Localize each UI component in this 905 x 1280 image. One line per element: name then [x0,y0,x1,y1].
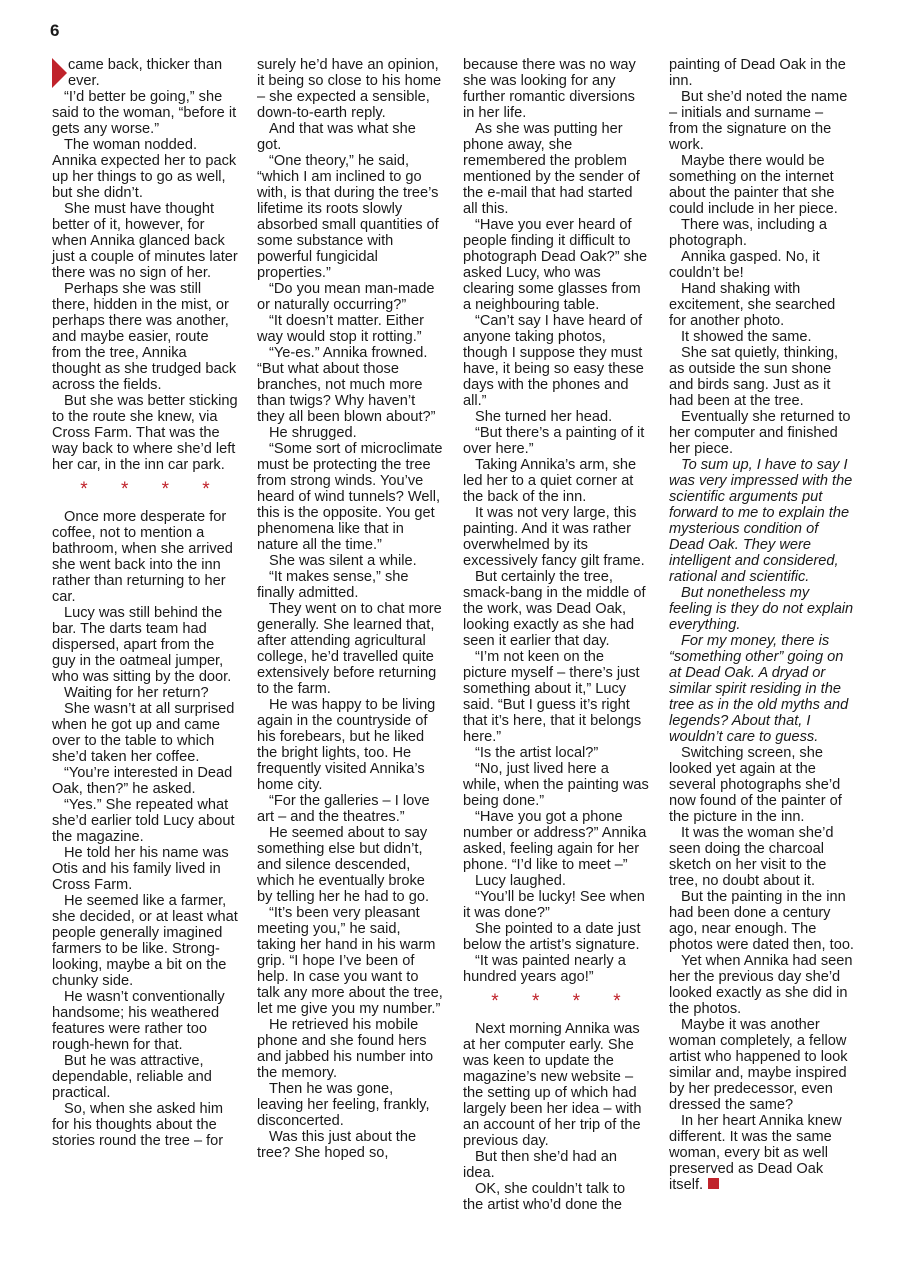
paragraph: Perhaps she was still there, hidden in the mist, or perhaps there was another, and maybe easier, route from the tree, Annika thought as she trudged back across the fields. [52,281,237,393]
paragraph: Then he was gone, leaving her feeling, frankly, disconcerted. [257,1081,430,1129]
section-start-marker [52,58,67,88]
paragraph: came back, thicker than ever. [68,57,223,89]
paragraph: Annika gasped. No, it couldn’t be! [669,249,820,281]
paragraph: They went on to chat more generally. She learned that, after attending agricultural college, he’d travelled quite extensively before returning to the farm. [257,601,442,697]
paragraph: Lucy laughed. [475,873,566,889]
paragraph: He wasn’t conventionally handsome; his weathered features were rather too rough-hewn for that. [52,989,225,1053]
paragraph: “Ye-es.” Annika frowned. “But what about those branches, not much more than twigs? Why haven’t they all been blown about?” [257,345,436,425]
paragraph: There was, including a photograph. [669,217,828,249]
text-column-3 [463,57,649,1213]
paragraph: He seemed about to say something else but didn’t, and silence descended, which he eventually broke by telling her he had to go. [257,825,430,905]
paragraph: It was the woman she’d seen doing the charcoal sketch on her visit to the tree, no doubt about it. [669,825,834,889]
paragraph: She wasn’t at all surprised when he got up and came over to the table to which she’d taken her coffee. [52,701,235,765]
paragraph: She sat quietly, thinking, as outside the sun shone and birds sang. Just as it had been at the tree. [669,345,839,409]
text-column-1 [52,57,238,1149]
paragraph: It showed the same. [681,329,812,345]
paragraph: “I’d better be going,” she said to the woman, “before it gets any worse.” [52,89,237,137]
paragraph: “Have you ever heard of people finding it difficult to photograph Dead Oak?” she asked Lucy, who was clearing some glasses from a neighbouring table. [463,217,648,313]
paragraph: But she was better sticking to the route she knew, via Cross Farm. That was the way back to where she’d left her car, in the inn car park. [52,393,238,473]
paragraph: He seemed like a farmer, she decided, or at least what people generally imagined farmers to be like. Strong-looking, maybe a bit on the chunky side. [52,893,238,989]
paragraph: Hand shaking with excitement, she searched for another photo. [669,281,836,329]
paragraph: “Can’t say I have heard of anyone taking photos, though I suppose they must have, it being so easy these days with the phones and all.” [463,313,644,409]
paragraph: “No, just lived here a while, when the painting was being done.” [463,761,649,809]
paragraph: It was not very large, this painting. And it was rather overwhelmed by its excessively fancy gilt frame. [463,505,645,569]
paragraph: “Do you mean man-made or naturally occurring?” [257,281,435,313]
paragraph: Maybe there would be something on the internet about the painter that she could include in her piece. [669,153,838,217]
paragraph: But she’d noted the name – initials and surname – from the signature on the work. [669,89,848,153]
paragraph: But the painting in the inn had been done a century ago, near enough. The photos were dated then, too. [669,889,854,953]
italic-paragraph: But nonetheless my feeling is they do not explain everything. [669,585,854,633]
paragraph: Lucy was still behind the bar. The darts team had dispersed, apart from the guy in the oatmeal jumper, who was sitting by the door. [52,605,232,685]
paragraph: “For the galleries – I love art – and the theatres.” [257,793,430,825]
italic-paragraph: For my money, there is “something other” going on at Dead Oak. A dryad or similar spirit residing in the tree as in the old myths and legends? About that, I wouldn’t care to guess. [669,633,849,745]
paragraph: “One theory,” he said, “which I am inclined to go with, is that during the tree’s lifetime its roots slowly absorbed small quantities of some substance with powerful fungicidal properties.” [257,153,439,281]
paragraph: Taking Annika’s arm, she led her to a quiet corner at the back of the inn. [463,457,637,505]
paragraph: Eventually she returned to her computer and finished her piece. [669,409,851,457]
paragraph: He shrugged. [269,425,357,441]
paragraph: “Is the artist local?” [475,745,599,761]
paragraph: painting of Dead Oak in the inn. [669,57,846,89]
page-number: 6 [50,21,60,40]
paragraph: because there was no way she was looking for any further romantic diversions in her life. [463,57,636,121]
paragraph: She pointed to a date just below the artist’s signature. [463,921,641,953]
paragraph: “Yes.” She repeated what she’d earlier told Lucy about the magazine. [52,797,235,845]
paragraph: She must have thought better of it, however, for when Annika glanced back just a couple of minutes later there was no sign of her. [52,201,238,281]
paragraph: “I’m not keen on the picture myself – there’s just something about it,” Lucy said. “But I guess it’s right that it’s here, that it belongs here.” [463,649,642,745]
end-of-story-mark [708,1178,719,1189]
paragraph: “You’re interested in Dead Oak, then?” he asked. [52,765,233,797]
paragraph: “It’s been very pleasant meeting you,” he said, taking her hand in his warm grip. “I hope I’ve been of help. In case you want to talk any more about the tree, let me give you my number.” [257,905,443,1017]
paragraph: But then she’d had an idea. [463,1149,617,1181]
paragraph: OK, she couldn’t talk to the artist who’d done the [463,1181,626,1213]
section-divider: * * * * [491,991,635,1012]
paragraph: He was happy to be living again in the countryside of his forebears, but he liked the bright lights, too. He frequently visited Annika’s home city. [257,697,436,793]
paragraph: The woman nodded. Annika expected her to pack up her things to go as well, but she didn’t. [52,137,237,201]
paragraph: “It makes sense,” she finally admitted. [257,569,409,601]
paragraph: He told her his name was Otis and his family lived in Cross Farm. [52,845,229,893]
text-column-4 [669,57,855,1193]
paragraph: Switching screen, she looked yet again at the several photographs she’d now found of the painter of the picture in the inn. [669,745,842,825]
final-paragraph-text: In her heart Annika knew different. It was the same woman, every bit as well preserved as Dead Oak itself. [669,1113,842,1193]
paragraph: He retrieved his mobile phone and she found hers and jabbed his number into the memory. [257,1017,434,1081]
section-divider: * * * * [80,479,224,500]
paragraph: “You’ll be lucky! See when it was done?” [463,889,645,921]
text-column-2 [257,57,443,1161]
paragraph: But he was attractive, dependable, reliable and practical. [52,1053,212,1101]
paragraph: Once more desperate for coffee, not to mention a bathroom, when she arrived she went back into the inn rather than returning to her car. [52,509,233,605]
paragraph: Waiting for her return? [64,685,209,701]
paragraph: But certainly the tree, smack-bang in the middle of the work, was Dead Oak, looking exactly as she had seen it earlier that day. [463,569,646,649]
paragraph: “It was painted nearly a hundred years ago!” [463,953,626,985]
paragraph: As she was putting her phone away, she remembered the problem mentioned by the sender of the e-mail that had started all this. [463,121,640,217]
paragraph: “Have you got a phone number or address?” Annika asked, feeling again for her phone. “I’d like to meet –” [463,809,647,873]
paragraph: “But there’s a painting of it over here.” [463,425,645,457]
italic-paragraph: To sum up, I have to say I was very impressed with the scientific arguments put forward to me to explain the mysterious condition of Dead Oak. They were intelligent and considered, rational and scientific. [669,457,853,585]
final-paragraph [669,1113,855,1193]
paragraph: She turned her head. [475,409,613,425]
paragraph: Was this just about the tree? She hoped so, [257,1129,417,1161]
paragraph: Maybe it was another woman completely, a fellow artist who happened to look similar and, maybe inspired by her predecessor, even dressed the same? [669,1017,848,1113]
paragraph: Next morning Annika was at her computer early. She was keen to update the magazine’s new website – the setting up of which had largely been her idea – with an account of her trip of the previous day. [463,1021,642,1149]
paragraph: “Some sort of microclimate must be protecting the tree from strong winds. You’ve heard of wind tunnels? Well, this is the opposite. You get phenomena like that in nature all the time.” [257,441,443,553]
paragraph: And that was what she got. [257,121,416,153]
paragraph: “It doesn’t matter. Either way would stop it rotting.” [257,313,424,345]
paragraph: Yet when Annika had seen her the previous day she’d looked exactly as she did in the photos. [669,953,853,1017]
paragraph: She was silent a while. [269,553,417,569]
paragraph: surely he’d have an opinion, it being so close to his home – she expected a sensible, down-to-earth reply. [257,57,442,121]
paragraph: So, when she asked him for his thoughts about the stories round the tree – for [52,1101,224,1149]
